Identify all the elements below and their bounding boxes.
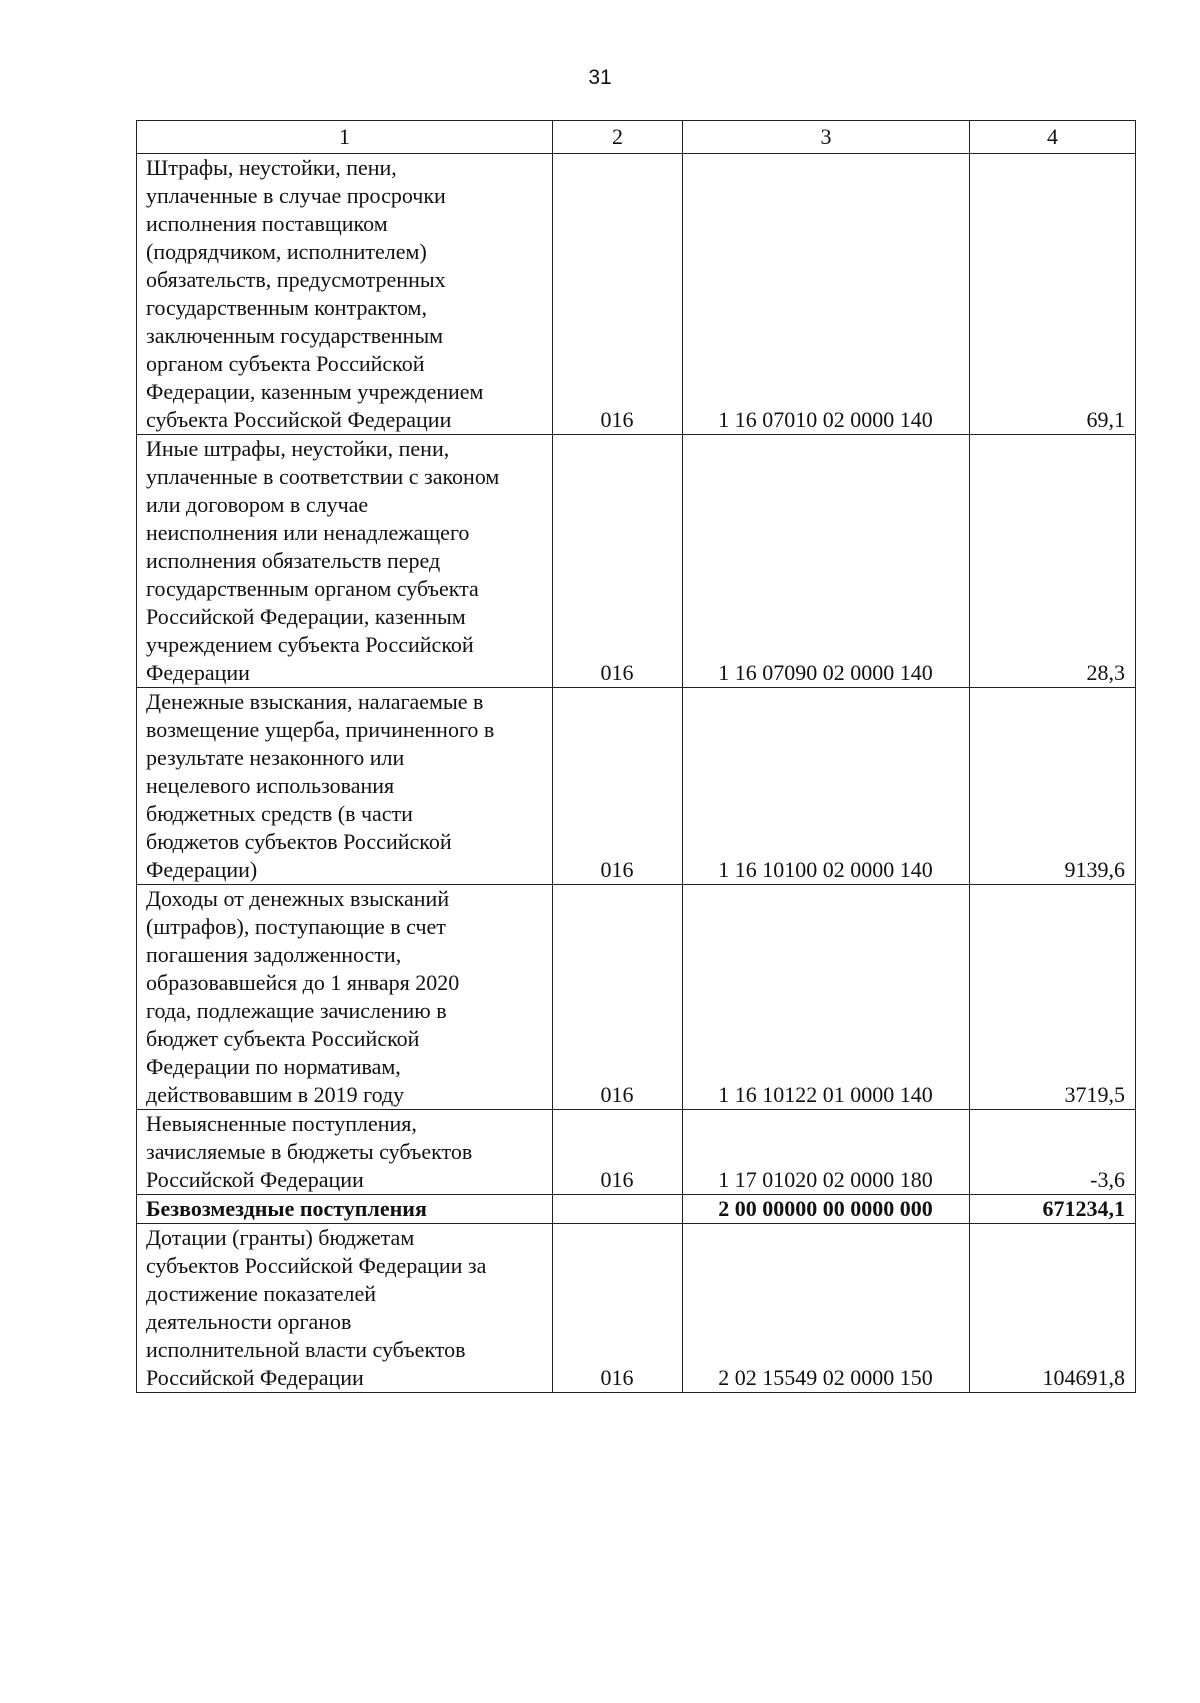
row-name-line: бюджет субъекта Российской [146, 1026, 420, 1051]
row-name-line: погашения задолженности, [146, 942, 402, 967]
table-row [137, 1110, 1136, 1195]
row-name-line: зачисляемые в бюджеты субъектов [146, 1139, 473, 1164]
row-name-line: субъекта Российской Федерации [146, 407, 452, 432]
page-number: 31 [588, 66, 612, 89]
row-amount-cell: 69,1 [970, 154, 1136, 435]
row-name-line: учреждением субъекта Российской [146, 632, 474, 657]
row-classification-code-cell: 2 00 00000 00 0000 000 [683, 1195, 970, 1224]
row-name-line: Дотации (гранты) бюджетам [146, 1225, 415, 1250]
row-name-line: заключенным государственным [146, 323, 444, 348]
table-row [137, 435, 1136, 688]
table-row [137, 154, 1136, 435]
row-name-line: Российской Федерации [146, 1167, 364, 1192]
row-name-line: Федерации [146, 660, 250, 685]
row-name-cell [137, 154, 553, 435]
column-header-4: 4 [970, 121, 1136, 154]
row-name-line: возмещение ущерба, причиненного в [146, 717, 495, 742]
row-name-line: уплаченные в соответствии с законом [146, 464, 500, 489]
row-name-line: уплаченные в случае просрочки [146, 183, 446, 208]
row-name-line: (штрафов), поступающие в счет [146, 914, 446, 939]
row-classification-code-cell: 1 16 07010 02 0000 140 [683, 154, 970, 435]
row-name-line: Штрафы, неустойки, пени, [146, 155, 397, 180]
row-amount-cell: 28,3 [970, 435, 1136, 688]
revenue-table [136, 120, 1136, 1393]
row-amount-cell: 3719,5 [970, 885, 1136, 1110]
row-name-cell [137, 688, 553, 885]
row-admin-code-cell: 016 [553, 885, 683, 1110]
table-row [137, 885, 1136, 1110]
column-header-1: 1 [137, 121, 553, 154]
row-name-line: (подрядчиком, исполнителем) [146, 239, 427, 264]
row-name-line: или договором в случае [146, 492, 369, 517]
row-name-line: субъектов Российской Федерации за [146, 1253, 487, 1278]
row-name-line: действовавшим в 2019 году [146, 1082, 405, 1107]
row-name-line: исполнения поставщиком [146, 211, 388, 236]
row-classification-code-cell: 1 16 07090 02 0000 140 [683, 435, 970, 688]
row-name-line: Денежные взыскания, налагаемые в [146, 689, 484, 714]
row-name-line: нецелевого использования [146, 773, 395, 798]
row-classification-code-cell: 1 17 01020 02 0000 180 [683, 1110, 970, 1195]
table-row [137, 688, 1136, 885]
row-admin-code-cell [553, 1195, 683, 1224]
row-name-cell [137, 1110, 553, 1195]
row-name-cell [137, 1195, 553, 1224]
row-name-line: Невыясненные поступления, [146, 1111, 417, 1136]
row-name-line: государственным органом субъекта [146, 576, 479, 601]
row-amount-cell: 9139,6 [970, 688, 1136, 885]
column-header-3: 3 [683, 121, 970, 154]
row-name-cell [137, 1224, 553, 1393]
table-header-row [137, 121, 1136, 154]
row-admin-code-cell: 016 [553, 1110, 683, 1195]
row-name-line: года, подлежащие зачислению в [146, 998, 447, 1023]
row-name-line: органом субъекта Российской [146, 351, 425, 376]
row-name-line: Российской Федерации [146, 1365, 364, 1390]
row-name-line: неисполнения или ненадлежащего [146, 520, 470, 545]
row-name-cell [137, 435, 553, 688]
row-name-line: Доходы от денежных взысканий [146, 886, 450, 911]
row-name-line: исполнительной власти субъектов [146, 1337, 466, 1362]
table-row [137, 1224, 1136, 1393]
row-name-line: Безвозмездные поступления [146, 1196, 427, 1221]
row-name-line: Федерации, казенным учреждением [146, 379, 484, 404]
row-admin-code-cell: 016 [553, 154, 683, 435]
row-name-line: Федерации) [146, 857, 258, 882]
row-name-line: деятельности органов [146, 1309, 352, 1334]
row-name-line: Российской Федерации, казенным [146, 604, 466, 629]
column-header-2: 2 [553, 121, 683, 154]
row-name-line: Иные штрафы, неустойки, пени, [146, 436, 450, 461]
row-name-cell [137, 885, 553, 1110]
row-name-line: государственным контрактом, [146, 295, 427, 320]
row-name-line: достижение показателей [146, 1281, 377, 1306]
row-name-line: образовавшейся до 1 января 2020 [146, 970, 460, 995]
row-amount-cell: -3,6 [970, 1110, 1136, 1195]
row-name-line: исполнения обязательств перед [146, 548, 441, 573]
row-admin-code-cell: 016 [553, 1224, 683, 1393]
row-name-line: результате незаконного или [146, 745, 405, 770]
row-amount-cell: 104691,8 [970, 1224, 1136, 1393]
row-name-line: бюджетов субъектов Российской [146, 829, 452, 854]
row-name-line: Федерации по нормативам, [146, 1054, 401, 1079]
row-amount-cell: 671234,1 [970, 1195, 1136, 1224]
row-classification-code-cell: 2 02 15549 02 0000 150 [683, 1224, 970, 1393]
row-classification-code-cell: 1 16 10100 02 0000 140 [683, 688, 970, 885]
row-classification-code-cell: 1 16 10122 01 0000 140 [683, 885, 970, 1110]
table-row [137, 1195, 1136, 1224]
row-admin-code-cell: 016 [553, 435, 683, 688]
row-name-line: бюджетных средств (в части [146, 801, 413, 826]
table-body [137, 154, 1136, 1393]
row-name-line: обязательств, предусмотренных [146, 267, 446, 292]
row-admin-code-cell: 016 [553, 688, 683, 885]
